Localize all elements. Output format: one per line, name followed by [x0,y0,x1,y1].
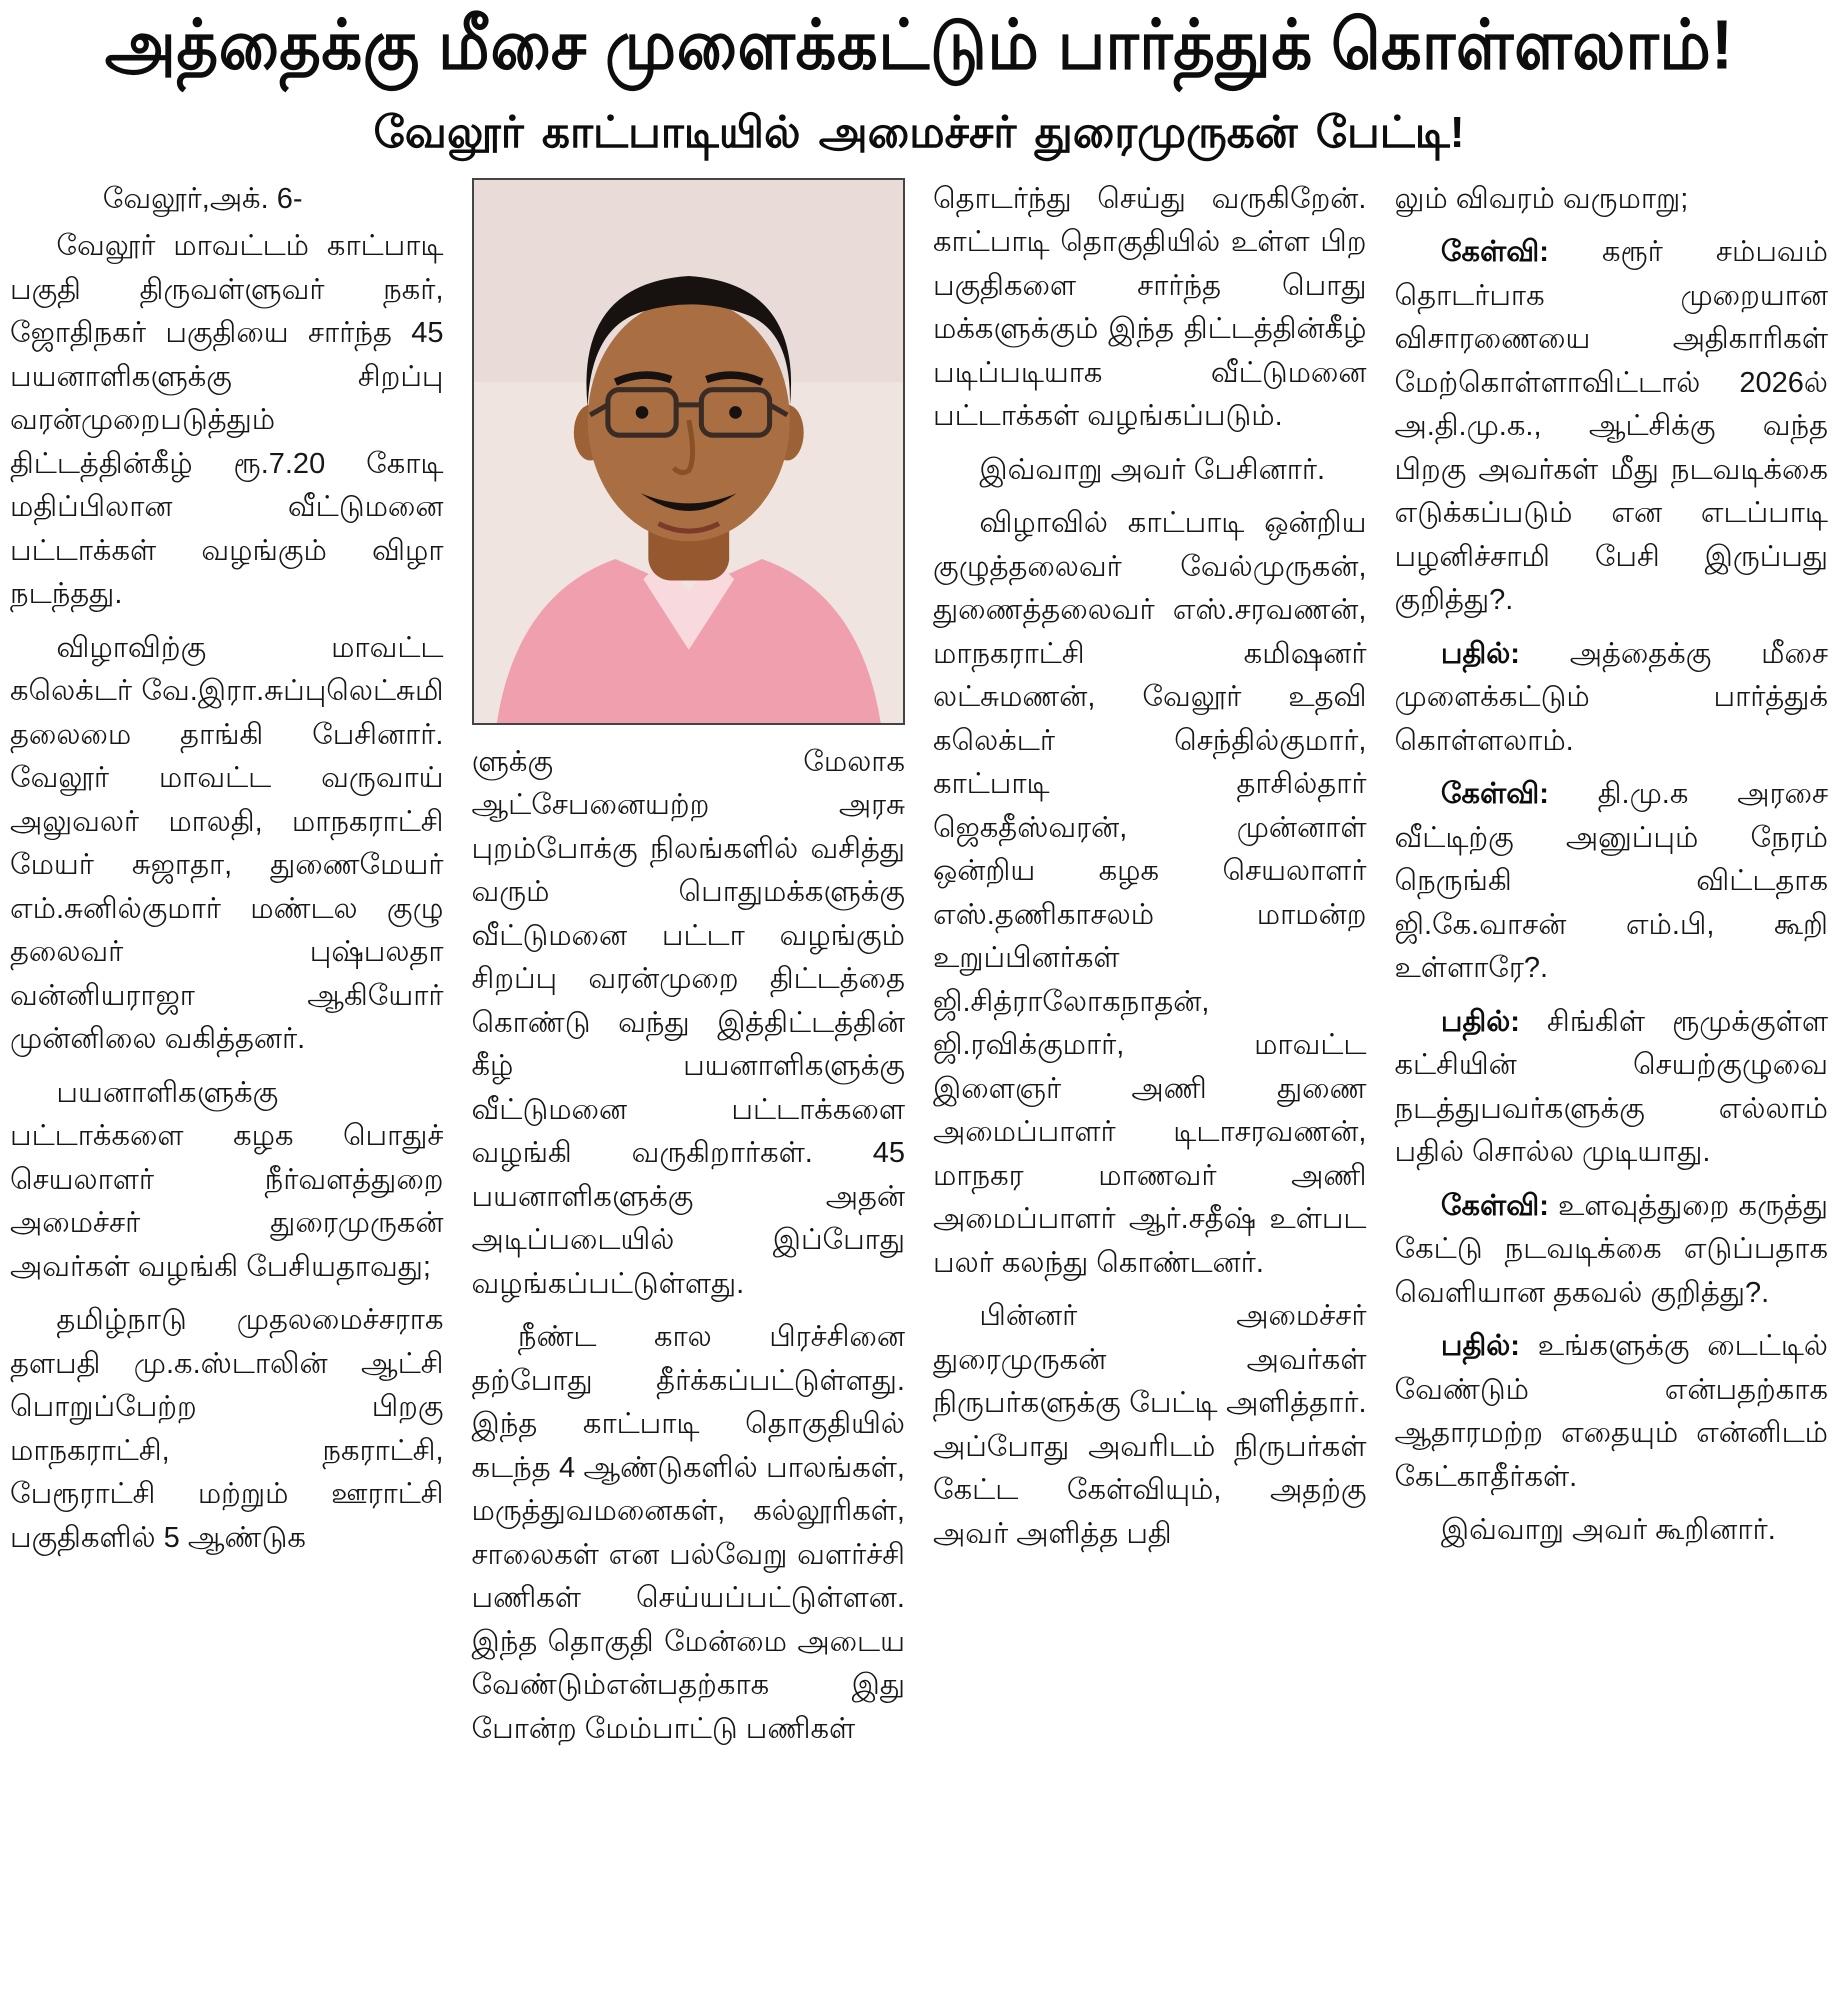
question-label: கேள்வி: [1440,1189,1549,1222]
minister-portrait-photo [472,178,906,725]
paragraph [1395,1509,1829,1553]
paragraph: பின்னர் அமைச்சர் துரைமுருகன் அவர்கள் நிருபர்களுக்கு பேட்டி அளித்தார். அப்போது அவரிடம் நிருபர்கள் கேட்ட கேள்வியும், அதற்கு அவர் அளித்த பதி [933,1300,1367,1550]
paragraph: இவ்வாறு அவர் பேசினார். [979,453,1326,486]
answer-paragraph [1395,1001,1829,1175]
paragraph: விழாவில் காட்பாடி ஒன்றிய குழுத்தலைவர் வேல்முருகன், துணைத்தலைவர் எஸ்.சரவணன், மாநகராட்சி கமிஷனர் லட்சுமணன், வேலூர் உதவி கலெக்டர் செந்தில்குமார், காட்பாடி தாசில்தார் ஜெகதீஸ்வரன், முன்னாள் ஒன்றிய கழக செயலாளர் எஸ்.தணிகாசலம் மாமன்ற உறுப்பினர்கள் ஜி.சித்ராலோகநாதன், ஜி.ரவிக்குமார், மாவட்ட இளைஞர் அணி துணை அமைப்பாளர் டிடாசரவணன், மாநகர மாணவர் அணி அமைப்பாளர் ஆர்.சதீஷ் உள்பட பலர் கலந்து கொண்டனர். [933,507,1367,1279]
answer-paragraph [1395,1325,1829,1499]
question-label: கேள்வி: [1440,778,1549,811]
question-label: கேள்வி: [1440,236,1549,269]
answer-label: பதில்: [1440,637,1520,670]
article-body [10,178,1828,1762]
question-paragraph [1395,1185,1829,1316]
paragraph-text: சிங்கிள் ரூமுக்குள்ள கட்சியின் செயற்குழுவை நடத்துபவர்களுக்கு எல்லாம் பதில் சொல்ல முடியாது. [1394,1005,1828,1169]
portrait-illustration [474,180,904,723]
paragraph-text: அத்தைக்கு மீசை முளைக்கட்டும் பார்த்துக் கொள்ளலாம். [1394,637,1828,757]
paragraph: ளுக்கு மேலாக ஆட்சேபனையற்ற அரசு புறம்போக்கு நிலங்களில் வசித்து வரும் பொதுமக்களுக்கு வீட்டுமனை பட்டா வழங்கும் சிறப்பு வரன்முறை திட்டத்தை கொண்டு வந்து இத்திட்டத்தின் கீழ் பயனாளிகளுக்கு வீட்டுமனை பட்டாக்களை வழங்கி வருகிறார்கள். 45 பயனாளிகளுக்கு அதன் அடிப்படையில் இப்போது வழங்கப்பட்டுள்ளது. [471,745,905,1300]
answer-label: பதில்: [1440,1005,1520,1038]
column-2 [472,178,906,1762]
paragraph-text: தி.மு.க அரசை வீட்டிற்கு அனுப்பும் நேரம் நெருங்கி விட்டதாக ஜி.கே.வாசன் எம்.பி, கூறி உள்ளாரே?. [1394,778,1828,985]
answer-label: பதில்: [1440,1330,1520,1363]
paragraph: தமிழ்நாடு முதலமைச்சராக தளபதி மு.க.ஸ்டாலின் ஆட்சி பொறுப்பேற்ற பிறகு மாநகராட்சி, நகராட்சி, பேரூராட்சி மற்றும் ஊராட்சி பகுதிகளில் 5 ஆண்டுக [10,1304,444,1554]
column-4 [1395,178,1829,1762]
paragraph: பயனாளிகளுக்கு பட்டாக்களை கழக பொதுச் செயலாளர் நீர்வளத்துறை அமைச்சர் துரைமுருகன் அவர்கள் வழங்கி பேசியதாவது; [10,1076,444,1283]
subheadline: வேலூர் காட்பாடியில் அமைச்சர் துரைமுருகன் பேட்டி! [373,107,1465,157]
paragraph: நீண்ட கால பிரச்சினை தற்போது தீர்க்கப்பட்டுள்ளது. இந்த காட்பாடி தொகுதியில் கடந்த 4 ஆண்டுகளில் பாலங்கள், மருத்துவமனைகள், கல்லூரிகள், சாலைகள் என பல்வேறு வளர்ச்சி பணிகள் செய்யப்பட்டுள்ளன. இந்த தொகுதி மேன்மை அடைய வேண்டும்என்பதற்காக இது போன்ற மேம்பாட்டு பணிகள் [471,1321,905,1745]
headline: அத்தைக்கு மீசை முளைக்கட்டும் பார்த்துக் கொள்ளலாம்! [104,6,1734,84]
column-1 [10,178,444,1762]
answer-paragraph [1395,633,1829,764]
paragraph-text: உளவுத்துறை கருத்து கேட்டு நடவடிக்கை எடுப்பதாக வெளியான தகவல் குறித்து?. [1394,1189,1828,1309]
paragraph-text: இவ்வாறு அவர் கூறினார். [1440,1514,1776,1547]
paragraph: விழாவிற்கு மாவட்ட கலெக்டர் வே.இரா.சுப்புலெட்சுமி தலைமை தாங்கி பேசினார். வேலூர் மாவட்ட வருவாய் அலுவலர் மாலதி, மாநகராட்சி மேயர் சுஜாதா, துணைமேயர் எம்.சுனில்குமார் மண்டல குழு தலைவர் புஷ்பலதா வன்னியராஜா ஆகியோர் முன்னிலை வகித்தனர். [10,631,444,1056]
paragraph: தொடர்ந்து செய்து வருகிறேன். காட்பாடி தொகுதியில் உள்ள பிற பகுதிகளை சார்ந்த பொது மக்களுக்கும் இந்த திட்டத்தின்கீழ் படிப்படியாக வீட்டுமனை பட்டாக்கள் வழங்கப்படும். [933,182,1367,433]
question-paragraph [1395,773,1829,991]
paragraph-text: கரூர் சம்பவம் தொடர்பாக முறையான விசாரணையை அதிகாரிகள் மேற்கொள்ளாவிட்டால் 2026ல் அ.தி.மு.க., ஆட்சிக்கு வந்த பிறகு அவர்கள் மீது நடவடிக்கை எடுக்கப்படும் என எடப்பாடி பழனிச்சாமி பேசி இருப்பது குறித்து?. [1394,236,1828,617]
paragraph-text: உங்களுக்கு டைட்டில் வேண்டும் என்பதற்காக ஆதாரமற்ற எதையும் என்னிடம் கேட்காதீர்கள். [1394,1330,1828,1493]
paragraph: வேலூர் மாவட்டம் காட்பாடி பகுதி திருவள்ளுவர் நகர், ஜோதிநகர் பகுதியை சார்ந்த 45 பயனாளிகளுக்கு சிறப்பு வரன்முறைபடுத்தும் திட்டத்தின்கீழ் ரூ.7.20 கோடி மதிப்பிலான வீட்டுமனை பட்டாக்கள் வழங்கும் விழா நடந்தது. [10,230,444,611]
dateline: வேலூர்,அக். 6- [102,182,303,215]
column-3 [933,178,1367,1762]
paragraph-text: லும் விவரம் வருமாறு; [1394,182,1689,215]
question-paragraph [1395,231,1829,623]
paragraph [1395,178,1829,222]
